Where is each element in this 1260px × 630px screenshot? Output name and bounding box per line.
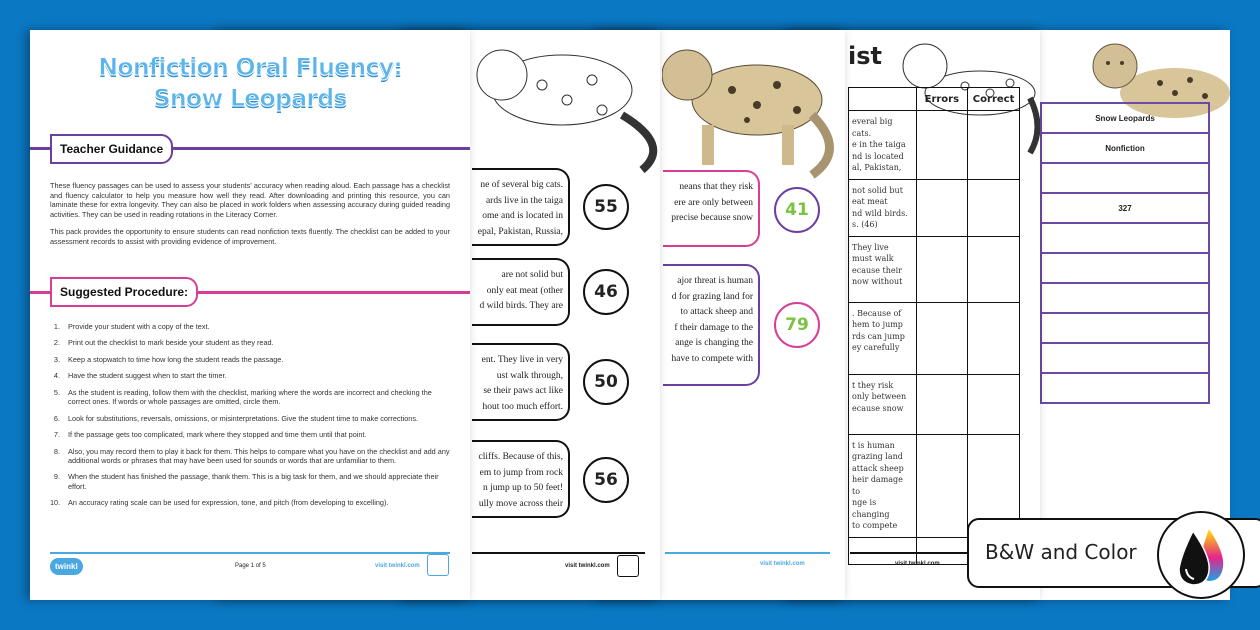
calculator-row (1041, 253, 1209, 283)
correct-cell[interactable] (968, 374, 1020, 434)
calculator-row (1041, 313, 1209, 343)
visit-link[interactable]: visit twinkl.com (760, 561, 805, 567)
calculator-cell: 327 (1041, 193, 1209, 223)
calculator-cell (1041, 343, 1209, 373)
passage-line: cliffs. Because of this, (478, 452, 563, 462)
passage-line: have to compete with (671, 353, 753, 364)
passage-box (472, 440, 570, 518)
leopard-outline-illustration (472, 35, 660, 175)
checklist-passage-cell (849, 537, 917, 564)
checklist-passage-cell: t they risk only between ecause snow (849, 374, 917, 434)
passage-line: ent. They live in very (481, 355, 563, 365)
passage-line: ome and is located in (482, 211, 563, 221)
guidance-paragraph: These fluency passages can be used to assess your students' accuracy when reading aloud. Each passage has a checklist and fluency calculator to help you measure how well they read. After downloading and printing this resource, you can laminate these for extra longevity. They can also be placed in work folders when assessing accuracy during guided reading activities. They can be used in reading rotations in the Literacy Corner. (50, 181, 450, 219)
passage-box (472, 258, 570, 326)
checklist-passage-cell: everal big cats. e in the taiga nd is located al, Pakistan, (849, 111, 917, 180)
passage-line: d for grazing land for (671, 291, 753, 302)
step-text: As the student is reading, follow them with the checklist, marking where the words are incorrect and checking the correct ones. If words or whole passages are omitted, circle them. (68, 387, 432, 407)
checklist-row (849, 111, 1020, 180)
step-number: 10. (50, 498, 61, 508)
errors-cell[interactable] (916, 302, 968, 374)
calculator-row (1041, 343, 1209, 373)
errors-cell[interactable] (916, 374, 968, 434)
procedure-step (50, 322, 450, 331)
procedure-step (50, 338, 450, 347)
word-count-circle: 56 (583, 457, 629, 503)
procedure-list (50, 322, 450, 515)
step-number: 6. (53, 413, 60, 423)
footer-line (665, 552, 830, 554)
errors-cell[interactable] (916, 537, 968, 564)
calculator-cell (1041, 223, 1209, 253)
calculator-row (1041, 223, 1209, 253)
passage-line: epal, Pakistan, Russia, (477, 226, 563, 237)
step-number: 4. (53, 371, 60, 381)
step-number: 8. (53, 446, 60, 456)
calculator-cell (1041, 253, 1209, 283)
passage-line: ajor threat is human (677, 276, 753, 286)
word-count-circle: 55 (583, 184, 629, 230)
twinkl-logo: twinkl (50, 558, 83, 575)
checklist-passage-cell: not solid but eat meat nd wild birds. s. (46) (849, 179, 917, 236)
calculator-row (1041, 133, 1209, 163)
checklist-passage-cell: t is human grazing land attack sheep heir damage to nge is changing to compete (849, 434, 917, 537)
passage-line: ully move across their (478, 498, 563, 509)
procedure-step (50, 371, 450, 380)
checklist-row (849, 302, 1020, 374)
checklist-row (849, 179, 1020, 236)
step-text: When the student has finished the passage, thank them. This is a big task for them, and we should appreciate their effort. (68, 472, 439, 491)
correct-cell[interactable] (968, 236, 1020, 302)
correct-header: Correct (968, 88, 1020, 111)
passage-line: to attack sheep and (680, 307, 753, 317)
procedure-step (50, 447, 450, 466)
checklist-passage-cell: They live must walk ecause their now without (849, 236, 917, 302)
calculator-cell (1041, 313, 1209, 343)
procedure-step (50, 498, 450, 507)
visit-link[interactable]: visit twinkl.com (375, 563, 420, 569)
step-number: 9. (53, 472, 60, 482)
step-number: 3. (53, 354, 60, 364)
passage-line: are not solid but (501, 270, 563, 280)
document-title: Nonfiction Oral Fluency: Snow Leopards (98, 53, 402, 112)
passage-box (663, 264, 760, 386)
step-number: 7. (53, 430, 60, 440)
calculator-row (1041, 193, 1209, 223)
passage-line: f their damage to the (674, 322, 753, 333)
calculator-row (1041, 163, 1209, 193)
calculator-cell (1041, 283, 1209, 313)
procedure-step (50, 388, 450, 407)
step-text: Provide your student with a copy of the text. (68, 322, 210, 331)
checklist-title: ist (848, 42, 882, 70)
word-count-circle: 50 (583, 359, 629, 405)
calculator-cell (1041, 163, 1209, 193)
errors-cell[interactable] (916, 236, 968, 302)
passage-line: only eat meat (other (486, 285, 563, 296)
calculator-row (1041, 373, 1209, 403)
passage-box (663, 170, 760, 247)
errors-cell[interactable] (916, 434, 968, 537)
calculator-cell: Nonfiction (1041, 133, 1209, 163)
step-number: 5. (53, 387, 60, 397)
guidance-paragraph: This pack provides the opportunity to ensure students can read nonfiction texts fluently. The checklist can be added to your assessment records to assist with providing evidence of improvement. (50, 227, 450, 246)
passage-line: precise because snow (671, 213, 753, 223)
procedure-step (50, 430, 450, 439)
footer-line (472, 552, 645, 554)
footer-line (50, 552, 450, 554)
passage-line: neans that they risk (679, 182, 753, 192)
checklist-row (849, 236, 1020, 302)
step-number: 1. (53, 322, 60, 331)
correct-cell[interactable] (968, 302, 1020, 374)
step-text: Keep a stopwatch to time how long the student reads the passage. (68, 354, 284, 364)
step-number: 2. (53, 338, 60, 348)
calculator-row (1041, 283, 1209, 313)
visit-link[interactable]: visit twinkl.com (895, 561, 940, 567)
twinkl-badge-icon (617, 555, 639, 577)
passage-line: se their paws act like (483, 386, 563, 396)
teacher-guidance-heading: Teacher Guidance (50, 134, 173, 164)
passage-line: hout too much effort. (482, 401, 563, 412)
procedure-heading: Suggested Procedure: (50, 277, 198, 307)
passage-line: ust walk through, (496, 370, 563, 381)
checklist-row (849, 374, 1020, 434)
errors-cell[interactable] (916, 111, 968, 180)
word-count-circle: 46 (583, 269, 629, 315)
checklist-table (848, 87, 1020, 565)
procedure-step (50, 355, 450, 364)
calculator-cell (1041, 373, 1209, 403)
errors-cell[interactable] (916, 179, 968, 236)
passage-line: n jump up to 50 feet! (483, 483, 563, 493)
step-text: Look for substitutions, reversals, omissions, or misinterpretations. Give the student time to make corrections. (68, 413, 418, 423)
step-text: If the passage gets too complicated, mark where they stopped and time them until that point. (68, 430, 367, 440)
word-count-circle: 41 (774, 187, 820, 233)
calculator-cell: Snow Leopards (1041, 103, 1209, 133)
badge-label: B&W and Color (985, 540, 1137, 564)
leopard-color-illustration (662, 40, 842, 180)
passage-line: ards live in the taiga (485, 195, 563, 206)
correct-cell[interactable] (968, 179, 1020, 236)
calculator-table (1040, 102, 1210, 404)
ink-drops-icon (1157, 511, 1245, 599)
passage-line: ange is changing the (675, 338, 753, 348)
step-text: Also, you may record them to play it back for them. This helps to compare what you have on the checklist and add any additional words or phrases that may have been used for sounds or words that are unfamiliar to them. (68, 446, 450, 465)
visit-link[interactable]: visit twinkl.com (565, 563, 610, 569)
passage-line: ne of several big cats. (480, 180, 563, 190)
calculator-row (1041, 103, 1209, 133)
passage-box (472, 343, 570, 421)
passage-line: d wild birds. They are (479, 301, 563, 311)
correct-cell[interactable] (968, 111, 1020, 180)
checklist-passage-cell: . Because of hem to jump rds can jump ey carefully (849, 302, 917, 374)
page-number: Page 1 of 5 (235, 563, 266, 569)
step-text: Have the student suggest when to start the timer. (68, 371, 227, 381)
page-teacher-guidance (30, 30, 470, 600)
step-text: Print out the checklist to mark beside your student as they read. (68, 338, 274, 348)
errors-header: Errors (916, 88, 968, 111)
step-text: An accuracy rating scale can be used for expression, tone, and pitch (from developing to excelling). (68, 498, 389, 508)
twinkl-badge-icon (427, 554, 449, 576)
procedure-step (50, 414, 450, 423)
procedure-step (50, 472, 450, 491)
passage-line: em to jump from rock (479, 467, 563, 478)
word-count-circle: 79 (774, 302, 820, 348)
passage-line: ere are only between (674, 197, 753, 208)
passage-box (472, 168, 570, 246)
